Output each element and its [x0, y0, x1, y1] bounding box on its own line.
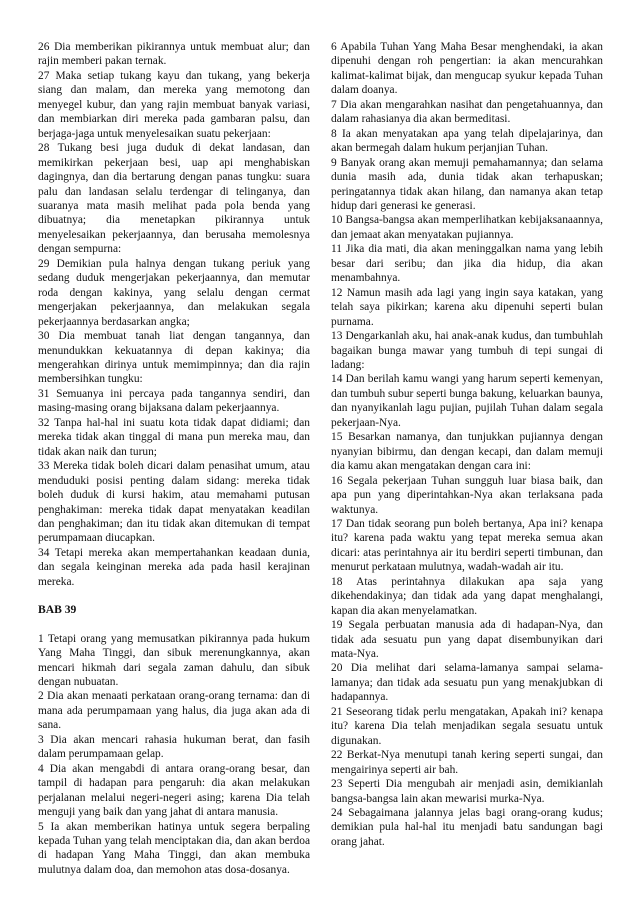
verse-15: 15 Besarkan namanya, dan tunjukkan pujiannya dengan nyanyian bibirmu, dan dengan kecapi, dan dalam memuji dia kamu akan mengatakan dengan cara ini:: [331, 431, 603, 473]
verse-32: 32 Tanpa hal-hal ini suatu kota tidak dapat didiami; dan mereka tidak akan tinggal di mana pun mereka mau, dan tidak akan naik dan turun;: [38, 416, 310, 458]
verse-7: 7 Dia akan mengarahkan nasihat dan pengetahuannya, dan dalam rahasianya dia akan bermeditasi.: [331, 98, 603, 126]
verse-21: 21 Seseorang tidak perlu mengatakan, Apakah ini? kenapa itu? karena Dia telah menjadikan segala sesuatu untuk digunakan.: [331, 705, 603, 747]
verse-29: 29 Demikian pula halnya dengan tukang periuk yang sedang duduk mengerjakan pekerjaannya, dan memutar roda dengan kakinya, yang selalu dengan cermat mengerjakan pekerjaannya, dan melakukan segala pekerjaannya berdasarkan angka;: [38, 257, 310, 328]
verse-18: 18 Atas perintahnya dilakukan apa saja yang dikehendakinya; dan tidak ada yang dapat menghalangi, kapan dia akan menyelamatkan.: [331, 575, 603, 617]
verse-6: 6 Apabila Tuhan Yang Maha Besar menghendaki, ia akan dipenuhi dengan roh pengertian: ia akan mencurahkan kalimat-kalimat bijak, dan mengucap syukur kepada Tuhan dalam doanya.: [331, 41, 603, 97]
verse-16: 16 Segala pekerjaan Tuhan sungguh luar biasa baik, dan apa pun yang diperintahkan-Nya akan terlaksana pada waktunya.: [331, 474, 603, 516]
verse-4: 4 Dia akan mengabdi di antara orang-orang besar, dan tampil di hadapan para pengaruh: dia akan melakukan perjalanan melalui negeri-negeri asing; karena Dia telah menguji yang baik dan yang jahat di antara manusia.: [38, 762, 310, 819]
verse-14: 14 Dan berilah kamu wangi yang harum seperti kemenyan, dan tumbuh subur seperti bunga bakung, keluarkan baunya, dan nyanyikanlah lagu pujian, pujilah Tuhan dalam segala pekerjaan-Nya.: [331, 373, 603, 429]
verse-8: 8 Ia akan menyatakan apa yang telah dipelajarinya, dan akan bermegah dalam hukum perjanjian Tuhan.: [331, 127, 603, 155]
verse-13: 13 Dengarkanlah aku, hai anak-anak kudus, dan tumbuhlah bagaikan bunga mawar yang tumbuh di tepi sungai di ladang:: [331, 330, 603, 371]
verse-2: 2 Dia akan menaati perkataan orang-orang ternama: dan di mana ada perumpamaan yang halus, dia juga akan ada di sana.: [38, 690, 310, 732]
verse-30: 30 Dia membuat tanah liat dengan tangannya, dan menundukkan kekuatannya di depan kakinya; dia mengerahkan dirinya untuk memimpinnya; dan dia rajin membersihkan tungku:: [38, 330, 310, 386]
verse-3: 3 Dia akan mencari rahasia hukuman berat, dan fasih dalam perumpamaan gelap.: [38, 733, 310, 761]
verse-19: 19 Segala perbuatan manusia ada di hadapan-Nya, dan tidak ada sesuatu pun yang dapat disembunyikan dari mata-Nya.: [331, 619, 603, 661]
verse-26: 26 Dia memberikan pikirannya untuk membuat alur; dan rajin memberi pakan ternak.: [38, 41, 310, 68]
verse-10: 10 Bangsa-bangsa akan memperlihatkan kebijaksanaannya, dan jemaat akan menyatakan pujiannya.: [331, 214, 603, 241]
verse-17: 17 Dan tidak seorang pun boleh bertanya, Apa ini? kenapa itu? karena pada waktu yang tepat mereka semua akan dicari: atas perintahnya air itu berdiri seperti timbunan, dan menurut perkataan mulutnya, wadah-wadah air itu.: [331, 517, 603, 574]
left-column: [38, 40, 310, 877]
verse-27: 27 Maka setiap tukang kayu dan tukang, yang bekerja siang dan malam, dan mereka yang memotong dan menyegel kubur, dan yang rajin membuat banyak variasi, dan membiarkan diri mereka pada gambaran palsu, dan berjaga-jaga untuk menyelesaikan suatu pekerjaan:: [38, 69, 310, 140]
verse-24: 24 Sebagaimana jalannya jelas bagi orang-orang kudus; demikian pula hal-hal itu menjadi batu sandungan bagi orang jahat.: [331, 807, 603, 848]
verse-31: 31 Semuanya ini percaya pada tangannya sendiri, dan masing-masing orang bijaksana dalam pekerjaannya.: [38, 387, 310, 415]
verse-20: 20 Dia melihat dari selama-lamanya sampai selama-lamanya; dan tidak ada sesuatu pun yang menakjubkan di hadapannya.: [331, 662, 603, 704]
chapter-heading: BAB 39: [38, 603, 77, 617]
verse-1: 1 Tetapi orang yang memusatkan pikirannya pada hukum Yang Maha Tinggi, dan sibuk merenungkannya, akan mencari hikmah dari segala zaman dahulu, dan sibuk dengan nubuatan.: [38, 632, 310, 689]
verse-5: 5 Ia akan memberikan hatinya untuk segera berpaling kepada Tuhan yang telah menciptakan dia, dan akan berdoa di hadapan Yang Maha Tinggi, dan akan membuka mulutnya dalam doa, dan memohon atas dosa-dosanya.: [38, 820, 310, 876]
verse-34: 34 Tetapi mereka akan mempertahankan keadaan dunia, dan segala keinginan mereka ada pada hasil kerajinan mereka.: [38, 546, 310, 588]
verse-22: 22 Berkat-Nya menutupi tanah kering seperti sungai, dan mengairinya seperti air bah.: [331, 749, 603, 776]
verse-11: 11 Jika dia mati, dia akan meninggalkan nama yang lebih besar dari seribu; dan jika dia hidup, dia akan menambahnya.: [331, 243, 603, 285]
verse-28: 28 Tukang besi juga duduk di dekat landasan, dan memikirkan pekerjaan besi, uap api menghabiskan dagingnya, dan dia bertarung dengan panas tungku: suara palu dan landasan selalu terdengar di telinganya, dan suaranya mata masih melihat pada pola benda yang dibuatnya; dia menetapkan pikirannya untuk menyelesaikan pekerjaannya, dan berusaha memolesnya dengan sempurna:: [38, 142, 310, 256]
verse-23: 23 Seperti Dia mengubah air menjadi asin, demikianlah bangsa-bangsa lain akan mewarisi murka-Nya.: [331, 778, 603, 805]
verse-12: 12 Namun masih ada lagi yang ingin saya katakan, yang telah saya pikirkan; karena aku dipenuhi seperti bulan purnama.: [331, 286, 603, 328]
verse-33: 33 Mereka tidak boleh dicari dalam penasihat umum, atau menduduki posisi penting dalam sidang: mereka tidak boleh duduk di kursi hakim, atau memahami putusan penghakiman: mereka tidak dapat menyatakan keadilan dan penghakiman; dan itu tidak akan ditemukan di tempat perumpamaan diucapkan.: [38, 460, 310, 545]
right-column: [331, 40, 603, 849]
verse-9: 9 Banyak orang akan memuji pemahamannya; dan selama dunia masih ada, dunia tidak akan terhapuskan; peringatannya tidak akan hilang, dan namanya akan tetap hidup dari generasi ke generasi.: [331, 156, 603, 212]
